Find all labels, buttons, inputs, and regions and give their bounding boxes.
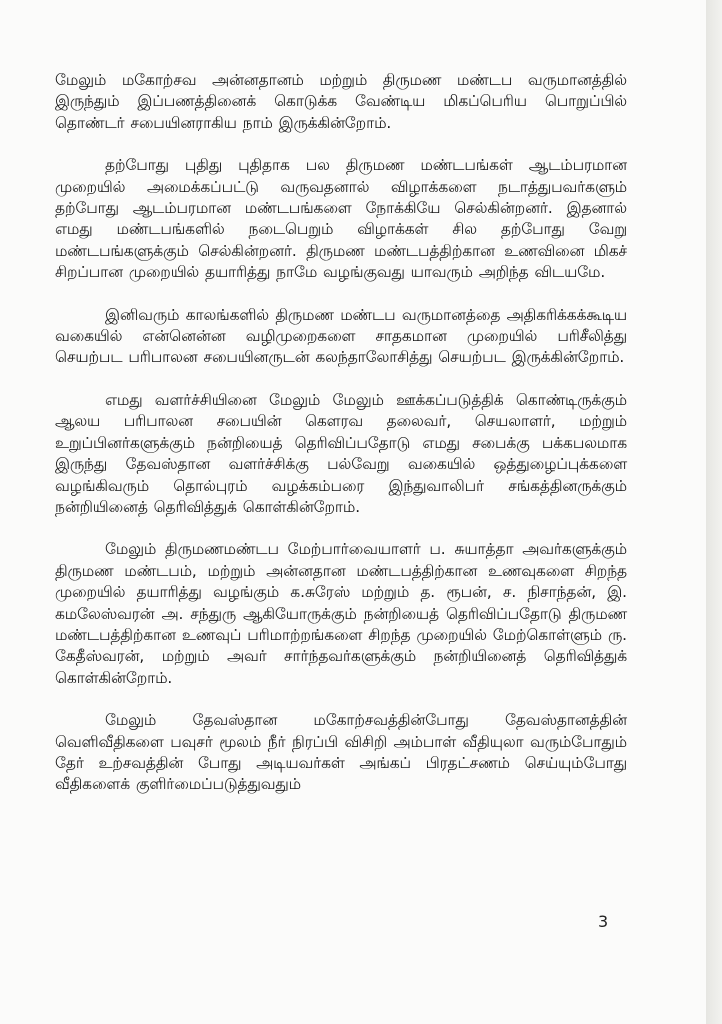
paragraph-4: எமது வளர்ச்சியினை மேலும் மேலும் ஊக்கப்படுத்திக் கொண்டிருக்கும் ஆலய பரிபாலன சபையின் கௌரவ தலைவர், செயலாளர், மற்றும் உறுப்பினர்களுக்கும் நன்றியைத் தெரிவிப்பதோடு எமது சபைக்கு பக்கபலமாக இருந்து தேவஸ்தான வளர்ச்சிக்கு பல்வேறு வகையில் ஒத்துழைப்புக்களை வழங்கிவரும் தொல்புரம் வழக்கம்பரை இந்துவாலிபர் சங்கத்தினருக்கும் நன்றியினைத் தெரிவித்துக் கொள்கின்றோம்.: [55, 390, 627, 516]
document-body: [55, 70, 627, 817]
paragraph-5: மேலும் திருமணமண்டப மேற்பார்வையாளர் ப. சுயாத்தா அவர்களுக்கும் திருமண மண்டபம், மற்றும் அன்னதான மண்டபத்திற்கான உணவுகளை சிறந்த முறையில் தயாரித்து வழங்கும் க.சுரேஸ் மற்றும் த. ரூபன், ச. நிசாந்தன், இ. கமலேஸ்வரன் அ. சந்துரு ஆகியோருக்கும் நன்றியைத் தெரிவிப்பதோடு திருமண மண்டபத்திற்கான உணவுப் பரிமாற்றங்களை சிறந்த முறையில் மேற்கொள்ளும் ரு. கேதீஸ்வரன், மற்றும் அவர் சார்ந்தவர்களுக்கும் நன்றியினைத் தெரிவித்துக் கொள்கின்றோம்.: [55, 540, 627, 687]
paragraph-2: தற்போது புதிது புதிதாக பல திருமண மண்டபங்கள் ஆடம்பரமான முறையில் அமைக்கப்பட்டு வருவதனால் விழாக்களை நடாத்துபவர்களும் தற்போது ஆடம்பரமான மண்டபங்களை நோக்கியே செல்கின்றனர். இதனால் எமது மண்டபங்களில் நடைபெறும் விழாக்கள் சில தற்போது வேறு மண்டபங்களுக்கும் செல்கின்றனர். திருமண மண்டபத்திற்கான உணவினை மிகச் சிறப்பான முறையில் தயாரித்து நாமே வழங்குவது யாவரும் அறிந்த விடயமே.: [55, 156, 627, 282]
page-number: 3: [598, 912, 609, 931]
page-edge: [706, 0, 722, 1024]
paragraph-3: இனிவரும் காலங்களில் திருமண மண்டப வருமானத்தை அதிகரிக்கக்கூடிய வகையில் என்னென்ன வழிமுறைகளை சாதகமான முறையில் பரிசீலித்து செயற்பட பரிபாலன சபையினருடன் கலந்தாலோசித்து செயற்பட இருக்கின்றோம்.: [55, 305, 627, 367]
paragraph-6: மேலும் தேவஸ்தான மகோற்சவத்தின்போது தேவஸ்தானத்தின் வெளிவீதிகளை பவுசர் மூலம் நீர் நிரப்பி விசிறி அம்பாள் வீதியுலா வரும்போதும் தேர் உற்சவத்தின் போது அடியவர்கள் அங்கப் பிரதட்சணம் செய்யும்போது வீதிகளைக் குளிர்மைப்படுத்துவதும்: [55, 711, 627, 794]
paragraph-1: மேலும் மகோற்சவ அன்னதானம் மற்றும் திருமண மண்டப வருமானத்தில் இருந்தும் இப்பணத்தினைக் கொடுக்க வேண்டிய மிகப்பெரிய பொறுப்பில் தொண்டர் சபையினராகிய நாம் இருக்கின்றோம்.: [55, 71, 627, 132]
